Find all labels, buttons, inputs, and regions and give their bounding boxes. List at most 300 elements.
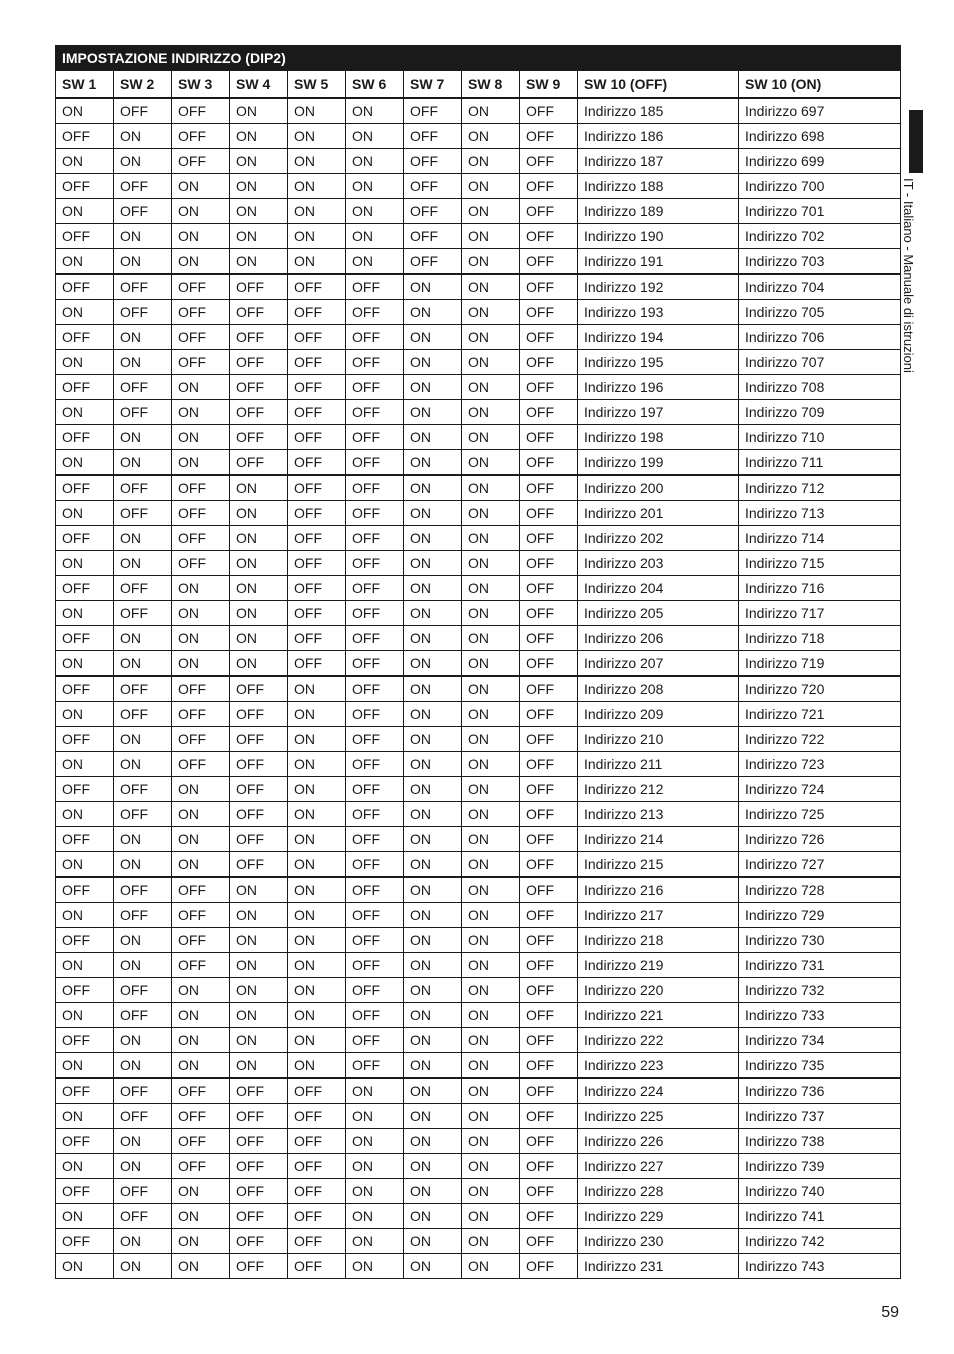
switch-state-cell: OFF bbox=[56, 1028, 114, 1053]
switch-state-cell: OFF bbox=[288, 350, 346, 375]
switch-state-cell: ON bbox=[56, 450, 114, 476]
address-cell: Indirizzo 700 bbox=[739, 174, 901, 199]
switch-state-cell: ON bbox=[462, 777, 520, 802]
switch-state-cell: ON bbox=[462, 1078, 520, 1104]
switch-state-cell: OFF bbox=[172, 1154, 230, 1179]
switch-state-cell: OFF bbox=[520, 953, 578, 978]
switch-state-cell: OFF bbox=[172, 124, 230, 149]
switch-state-cell: OFF bbox=[520, 727, 578, 752]
table-row bbox=[56, 124, 901, 149]
switch-state-cell: ON bbox=[404, 702, 462, 727]
switch-state-cell: ON bbox=[114, 1254, 172, 1279]
switch-state-cell: OFF bbox=[172, 1104, 230, 1129]
switch-state-cell: ON bbox=[462, 425, 520, 450]
table-row bbox=[56, 300, 901, 325]
switch-state-cell: ON bbox=[230, 224, 288, 249]
table-row bbox=[56, 903, 901, 928]
switch-state-cell: OFF bbox=[288, 300, 346, 325]
switch-state-cell: ON bbox=[114, 325, 172, 350]
address-cell: Indirizzo 223 bbox=[578, 1053, 739, 1079]
switch-state-cell: OFF bbox=[346, 274, 404, 300]
address-cell: Indirizzo 204 bbox=[578, 576, 739, 601]
table-row bbox=[56, 1229, 901, 1254]
address-cell: Indirizzo 738 bbox=[739, 1129, 901, 1154]
address-cell: Indirizzo 203 bbox=[578, 551, 739, 576]
switch-state-cell: OFF bbox=[346, 978, 404, 1003]
switch-state-cell: OFF bbox=[288, 576, 346, 601]
switch-state-cell: OFF bbox=[346, 702, 404, 727]
switch-state-cell: ON bbox=[230, 877, 288, 903]
switch-state-cell: ON bbox=[404, 928, 462, 953]
switch-state-cell: OFF bbox=[520, 1179, 578, 1204]
switch-state-cell: OFF bbox=[346, 626, 404, 651]
switch-state-cell: ON bbox=[230, 651, 288, 677]
switch-state-cell: ON bbox=[404, 651, 462, 677]
switch-state-cell: ON bbox=[462, 1003, 520, 1028]
switch-state-cell: OFF bbox=[114, 802, 172, 827]
switch-state-cell: OFF bbox=[404, 174, 462, 199]
column-header: SW 7 bbox=[404, 71, 462, 99]
switch-state-cell: ON bbox=[288, 727, 346, 752]
switch-state-cell: OFF bbox=[346, 501, 404, 526]
table-row bbox=[56, 676, 901, 702]
switch-state-cell: OFF bbox=[56, 928, 114, 953]
address-cell: Indirizzo 230 bbox=[578, 1229, 739, 1254]
switch-state-cell: ON bbox=[288, 676, 346, 702]
switch-state-cell: OFF bbox=[520, 1254, 578, 1279]
address-cell: Indirizzo 213 bbox=[578, 802, 739, 827]
address-cell: Indirizzo 208 bbox=[578, 676, 739, 702]
table-row bbox=[56, 1254, 901, 1279]
switch-state-cell: ON bbox=[56, 249, 114, 275]
switch-state-cell: ON bbox=[114, 727, 172, 752]
address-cell: Indirizzo 706 bbox=[739, 325, 901, 350]
switch-state-cell: OFF bbox=[114, 777, 172, 802]
switch-state-cell: OFF bbox=[114, 400, 172, 425]
switch-state-cell: ON bbox=[404, 978, 462, 1003]
address-cell: Indirizzo 730 bbox=[739, 928, 901, 953]
switch-state-cell: ON bbox=[288, 827, 346, 852]
switch-state-cell: ON bbox=[462, 149, 520, 174]
switch-state-cell: OFF bbox=[172, 501, 230, 526]
switch-state-cell: OFF bbox=[520, 777, 578, 802]
switch-state-cell: ON bbox=[288, 199, 346, 224]
switch-state-cell: OFF bbox=[288, 325, 346, 350]
address-cell: Indirizzo 728 bbox=[739, 877, 901, 903]
switch-state-cell: OFF bbox=[230, 1179, 288, 1204]
table-row bbox=[56, 1129, 901, 1154]
switch-state-cell: OFF bbox=[520, 149, 578, 174]
switch-state-cell: ON bbox=[404, 1003, 462, 1028]
switch-state-cell: OFF bbox=[520, 802, 578, 827]
switch-state-cell: OFF bbox=[404, 224, 462, 249]
switch-state-cell: ON bbox=[462, 124, 520, 149]
switch-state-cell: OFF bbox=[520, 1028, 578, 1053]
table-row bbox=[56, 501, 901, 526]
address-cell: Indirizzo 712 bbox=[739, 475, 901, 501]
switch-state-cell: ON bbox=[462, 1053, 520, 1079]
switch-state-cell: ON bbox=[404, 526, 462, 551]
switch-state-cell: ON bbox=[230, 249, 288, 275]
switch-state-cell: ON bbox=[114, 1154, 172, 1179]
switch-state-cell: OFF bbox=[346, 601, 404, 626]
address-cell: Indirizzo 193 bbox=[578, 300, 739, 325]
address-cell: Indirizzo 188 bbox=[578, 174, 739, 199]
switch-state-cell: OFF bbox=[520, 601, 578, 626]
switch-state-cell: OFF bbox=[230, 1229, 288, 1254]
switch-state-cell: OFF bbox=[172, 953, 230, 978]
address-cell: Indirizzo 215 bbox=[578, 852, 739, 878]
address-cell: Indirizzo 197 bbox=[578, 400, 739, 425]
switch-state-cell: OFF bbox=[172, 551, 230, 576]
switch-state-cell: ON bbox=[114, 1229, 172, 1254]
switch-state-cell: OFF bbox=[114, 576, 172, 601]
table-row bbox=[56, 827, 901, 852]
table-row bbox=[56, 576, 901, 601]
switch-state-cell: ON bbox=[230, 626, 288, 651]
switch-state-cell: OFF bbox=[172, 928, 230, 953]
table-row bbox=[56, 727, 901, 752]
switch-state-cell: OFF bbox=[520, 852, 578, 878]
address-cell: Indirizzo 199 bbox=[578, 450, 739, 476]
switch-state-cell: ON bbox=[346, 1254, 404, 1279]
switch-state-cell: ON bbox=[404, 1078, 462, 1104]
switch-state-cell: OFF bbox=[230, 375, 288, 400]
switch-state-cell: OFF bbox=[520, 249, 578, 275]
address-cell: Indirizzo 210 bbox=[578, 727, 739, 752]
switch-state-cell: ON bbox=[404, 953, 462, 978]
switch-state-cell: OFF bbox=[346, 576, 404, 601]
switch-state-cell: ON bbox=[404, 626, 462, 651]
switch-state-cell: ON bbox=[462, 199, 520, 224]
switch-state-cell: ON bbox=[462, 249, 520, 275]
language-tab-marker bbox=[909, 110, 923, 173]
switch-state-cell: ON bbox=[230, 551, 288, 576]
switch-state-cell: OFF bbox=[114, 978, 172, 1003]
switch-state-cell: OFF bbox=[520, 325, 578, 350]
switch-state-cell: OFF bbox=[172, 676, 230, 702]
switch-state-cell: ON bbox=[56, 752, 114, 777]
switch-state-cell: ON bbox=[346, 199, 404, 224]
switch-state-cell: OFF bbox=[346, 777, 404, 802]
switch-state-cell: OFF bbox=[114, 501, 172, 526]
switch-state-cell: ON bbox=[172, 626, 230, 651]
switch-state-cell: ON bbox=[288, 249, 346, 275]
column-header: SW 10 (OFF) bbox=[578, 71, 739, 99]
table-row bbox=[56, 274, 901, 300]
switch-state-cell: OFF bbox=[172, 350, 230, 375]
address-cell: Indirizzo 189 bbox=[578, 199, 739, 224]
switch-state-cell: ON bbox=[288, 978, 346, 1003]
table-row bbox=[56, 425, 901, 450]
switch-state-cell: OFF bbox=[346, 475, 404, 501]
switch-state-cell: ON bbox=[114, 651, 172, 677]
table-row bbox=[56, 475, 901, 501]
switch-state-cell: ON bbox=[56, 98, 114, 124]
switch-state-cell: ON bbox=[346, 1179, 404, 1204]
switch-state-cell: OFF bbox=[404, 149, 462, 174]
column-header: SW 3 bbox=[172, 71, 230, 99]
switch-state-cell: ON bbox=[462, 953, 520, 978]
switch-state-cell: ON bbox=[462, 300, 520, 325]
switch-state-cell: OFF bbox=[346, 551, 404, 576]
switch-state-cell: ON bbox=[288, 149, 346, 174]
switch-state-cell: OFF bbox=[56, 1179, 114, 1204]
switch-state-cell: ON bbox=[462, 400, 520, 425]
switch-state-cell: OFF bbox=[56, 1229, 114, 1254]
switch-state-cell: OFF bbox=[56, 727, 114, 752]
switch-state-cell: ON bbox=[172, 224, 230, 249]
address-cell: Indirizzo 710 bbox=[739, 425, 901, 450]
switch-state-cell: OFF bbox=[172, 727, 230, 752]
switch-state-cell: OFF bbox=[230, 425, 288, 450]
switch-state-cell: OFF bbox=[172, 149, 230, 174]
switch-state-cell: OFF bbox=[520, 501, 578, 526]
page-number: 59 bbox=[881, 1304, 899, 1321]
address-cell: Indirizzo 704 bbox=[739, 274, 901, 300]
switch-state-cell: ON bbox=[56, 953, 114, 978]
switch-state-cell: OFF bbox=[230, 274, 288, 300]
switch-state-cell: OFF bbox=[346, 953, 404, 978]
switch-state-cell: ON bbox=[56, 702, 114, 727]
switch-state-cell: OFF bbox=[56, 978, 114, 1003]
switch-state-cell: ON bbox=[462, 928, 520, 953]
switch-state-cell: ON bbox=[346, 224, 404, 249]
table-row bbox=[56, 224, 901, 249]
switch-state-cell: OFF bbox=[404, 124, 462, 149]
switch-state-cell: OFF bbox=[114, 1204, 172, 1229]
switch-state-cell: OFF bbox=[172, 702, 230, 727]
switch-state-cell: ON bbox=[172, 1179, 230, 1204]
switch-state-cell: OFF bbox=[114, 98, 172, 124]
switch-state-cell: OFF bbox=[230, 752, 288, 777]
switch-state-cell: ON bbox=[230, 1053, 288, 1079]
switch-state-cell: ON bbox=[230, 978, 288, 1003]
address-cell: Indirizzo 709 bbox=[739, 400, 901, 425]
switch-state-cell: OFF bbox=[288, 1078, 346, 1104]
switch-state-cell: OFF bbox=[114, 1104, 172, 1129]
switch-state-cell: ON bbox=[462, 98, 520, 124]
address-cell: Indirizzo 740 bbox=[739, 1179, 901, 1204]
switch-state-cell: ON bbox=[462, 450, 520, 476]
address-cell: Indirizzo 187 bbox=[578, 149, 739, 174]
address-cell: Indirizzo 720 bbox=[739, 676, 901, 702]
switch-state-cell: OFF bbox=[114, 877, 172, 903]
address-cell: Indirizzo 226 bbox=[578, 1129, 739, 1154]
switch-state-cell: OFF bbox=[56, 626, 114, 651]
table-row bbox=[56, 174, 901, 199]
switch-state-cell: ON bbox=[462, 274, 520, 300]
switch-state-cell: ON bbox=[114, 551, 172, 576]
address-cell: Indirizzo 231 bbox=[578, 1254, 739, 1279]
address-cell: Indirizzo 190 bbox=[578, 224, 739, 249]
switch-state-cell: ON bbox=[172, 450, 230, 476]
switch-state-cell: ON bbox=[404, 777, 462, 802]
switch-state-cell: OFF bbox=[288, 1154, 346, 1179]
switch-state-cell: OFF bbox=[172, 274, 230, 300]
switch-state-cell: ON bbox=[404, 325, 462, 350]
switch-state-cell: ON bbox=[56, 1053, 114, 1079]
switch-state-cell: OFF bbox=[56, 877, 114, 903]
switch-state-cell: ON bbox=[404, 375, 462, 400]
switch-state-cell: ON bbox=[288, 802, 346, 827]
switch-state-cell: OFF bbox=[520, 98, 578, 124]
address-cell: Indirizzo 703 bbox=[739, 249, 901, 275]
switch-state-cell: OFF bbox=[288, 626, 346, 651]
switch-state-cell: OFF bbox=[56, 224, 114, 249]
switch-state-cell: OFF bbox=[56, 526, 114, 551]
switch-state-cell: ON bbox=[404, 827, 462, 852]
switch-state-cell: ON bbox=[288, 777, 346, 802]
switch-state-cell: OFF bbox=[230, 1078, 288, 1104]
switch-state-cell: ON bbox=[230, 601, 288, 626]
switch-state-cell: OFF bbox=[114, 1179, 172, 1204]
table-row bbox=[56, 1104, 901, 1129]
table-row bbox=[56, 149, 901, 174]
switch-state-cell: ON bbox=[56, 1204, 114, 1229]
switch-state-cell: ON bbox=[462, 676, 520, 702]
switch-state-cell: ON bbox=[462, 978, 520, 1003]
switch-state-cell: ON bbox=[462, 551, 520, 576]
switch-state-cell: OFF bbox=[288, 501, 346, 526]
switch-state-cell: ON bbox=[230, 953, 288, 978]
switch-state-cell: ON bbox=[56, 1254, 114, 1279]
switch-state-cell: OFF bbox=[114, 676, 172, 702]
switch-state-cell: OFF bbox=[56, 827, 114, 852]
table-row bbox=[56, 1003, 901, 1028]
switch-state-cell: ON bbox=[114, 752, 172, 777]
switch-state-cell: ON bbox=[172, 375, 230, 400]
address-cell: Indirizzo 219 bbox=[578, 953, 739, 978]
switch-state-cell: ON bbox=[288, 702, 346, 727]
switch-state-cell: OFF bbox=[520, 350, 578, 375]
switch-state-cell: ON bbox=[462, 601, 520, 626]
switch-state-cell: ON bbox=[172, 1003, 230, 1028]
switch-state-cell: ON bbox=[404, 752, 462, 777]
switch-state-cell: ON bbox=[462, 350, 520, 375]
switch-state-cell: OFF bbox=[288, 274, 346, 300]
switch-state-cell: ON bbox=[462, 501, 520, 526]
switch-state-cell: OFF bbox=[520, 903, 578, 928]
switch-state-cell: OFF bbox=[172, 1078, 230, 1104]
switch-state-cell: OFF bbox=[230, 1154, 288, 1179]
address-cell: Indirizzo 216 bbox=[578, 877, 739, 903]
switch-state-cell: ON bbox=[462, 877, 520, 903]
address-cell: Indirizzo 221 bbox=[578, 1003, 739, 1028]
switch-state-cell: ON bbox=[462, 626, 520, 651]
switch-state-cell: ON bbox=[404, 576, 462, 601]
switch-state-cell: OFF bbox=[346, 300, 404, 325]
switch-state-cell: ON bbox=[230, 174, 288, 199]
address-cell: Indirizzo 192 bbox=[578, 274, 739, 300]
address-cell: Indirizzo 713 bbox=[739, 501, 901, 526]
column-header: SW 4 bbox=[230, 71, 288, 99]
address-cell: Indirizzo 225 bbox=[578, 1104, 739, 1129]
switch-state-cell: OFF bbox=[288, 375, 346, 400]
address-cell: Indirizzo 742 bbox=[739, 1229, 901, 1254]
switch-state-cell: ON bbox=[56, 852, 114, 878]
switch-state-cell: ON bbox=[230, 576, 288, 601]
switch-state-cell: OFF bbox=[346, 852, 404, 878]
address-cell: Indirizzo 743 bbox=[739, 1254, 901, 1279]
switch-state-cell: ON bbox=[462, 1179, 520, 1204]
switch-state-cell: OFF bbox=[288, 1229, 346, 1254]
address-cell: Indirizzo 734 bbox=[739, 1028, 901, 1053]
table-row bbox=[56, 526, 901, 551]
switch-state-cell: OFF bbox=[520, 1003, 578, 1028]
switch-state-cell: ON bbox=[172, 174, 230, 199]
table-row bbox=[56, 450, 901, 476]
switch-state-cell: OFF bbox=[520, 1078, 578, 1104]
switch-state-cell: ON bbox=[172, 249, 230, 275]
address-cell: Indirizzo 211 bbox=[578, 752, 739, 777]
switch-state-cell: ON bbox=[462, 1154, 520, 1179]
switch-state-cell: ON bbox=[56, 350, 114, 375]
switch-state-cell: OFF bbox=[56, 425, 114, 450]
switch-state-cell: ON bbox=[462, 802, 520, 827]
switch-state-cell: OFF bbox=[520, 1053, 578, 1079]
switch-state-cell: OFF bbox=[230, 777, 288, 802]
switch-state-cell: OFF bbox=[288, 425, 346, 450]
switch-state-cell: OFF bbox=[520, 1229, 578, 1254]
switch-state-cell: OFF bbox=[230, 702, 288, 727]
switch-state-cell: OFF bbox=[114, 903, 172, 928]
switch-state-cell: OFF bbox=[520, 224, 578, 249]
address-cell: Indirizzo 714 bbox=[739, 526, 901, 551]
switch-state-cell: ON bbox=[462, 651, 520, 677]
switch-state-cell: OFF bbox=[56, 1129, 114, 1154]
switch-state-cell: OFF bbox=[346, 877, 404, 903]
table-row bbox=[56, 350, 901, 375]
table-row bbox=[56, 953, 901, 978]
switch-state-cell: ON bbox=[56, 1154, 114, 1179]
switch-state-cell: ON bbox=[462, 526, 520, 551]
table-row bbox=[56, 852, 901, 878]
table-row bbox=[56, 877, 901, 903]
address-cell: Indirizzo 731 bbox=[739, 953, 901, 978]
switch-state-cell: ON bbox=[462, 576, 520, 601]
switch-state-cell: ON bbox=[288, 1053, 346, 1079]
address-cell: Indirizzo 217 bbox=[578, 903, 739, 928]
switch-state-cell: ON bbox=[230, 903, 288, 928]
switch-state-cell: ON bbox=[462, 174, 520, 199]
address-cell: Indirizzo 699 bbox=[739, 149, 901, 174]
switch-state-cell: OFF bbox=[114, 174, 172, 199]
switch-state-cell: ON bbox=[288, 98, 346, 124]
table-row bbox=[56, 1053, 901, 1079]
switch-state-cell: ON bbox=[346, 1104, 404, 1129]
switch-state-cell: ON bbox=[56, 501, 114, 526]
switch-state-cell: OFF bbox=[520, 274, 578, 300]
switch-state-cell: OFF bbox=[172, 325, 230, 350]
switch-state-cell: OFF bbox=[346, 325, 404, 350]
column-header: SW 6 bbox=[346, 71, 404, 99]
switch-state-cell: ON bbox=[56, 601, 114, 626]
table-row bbox=[56, 626, 901, 651]
switch-state-cell: OFF bbox=[520, 526, 578, 551]
switch-state-cell: OFF bbox=[288, 551, 346, 576]
switch-state-cell: OFF bbox=[404, 249, 462, 275]
switch-state-cell: ON bbox=[172, 827, 230, 852]
address-cell: Indirizzo 716 bbox=[739, 576, 901, 601]
switch-state-cell: ON bbox=[346, 1078, 404, 1104]
switch-state-cell: ON bbox=[288, 877, 346, 903]
switch-state-cell: OFF bbox=[114, 199, 172, 224]
address-cell: Indirizzo 737 bbox=[739, 1104, 901, 1129]
switch-state-cell: OFF bbox=[56, 325, 114, 350]
switch-state-cell: OFF bbox=[520, 174, 578, 199]
switch-state-cell: OFF bbox=[346, 425, 404, 450]
